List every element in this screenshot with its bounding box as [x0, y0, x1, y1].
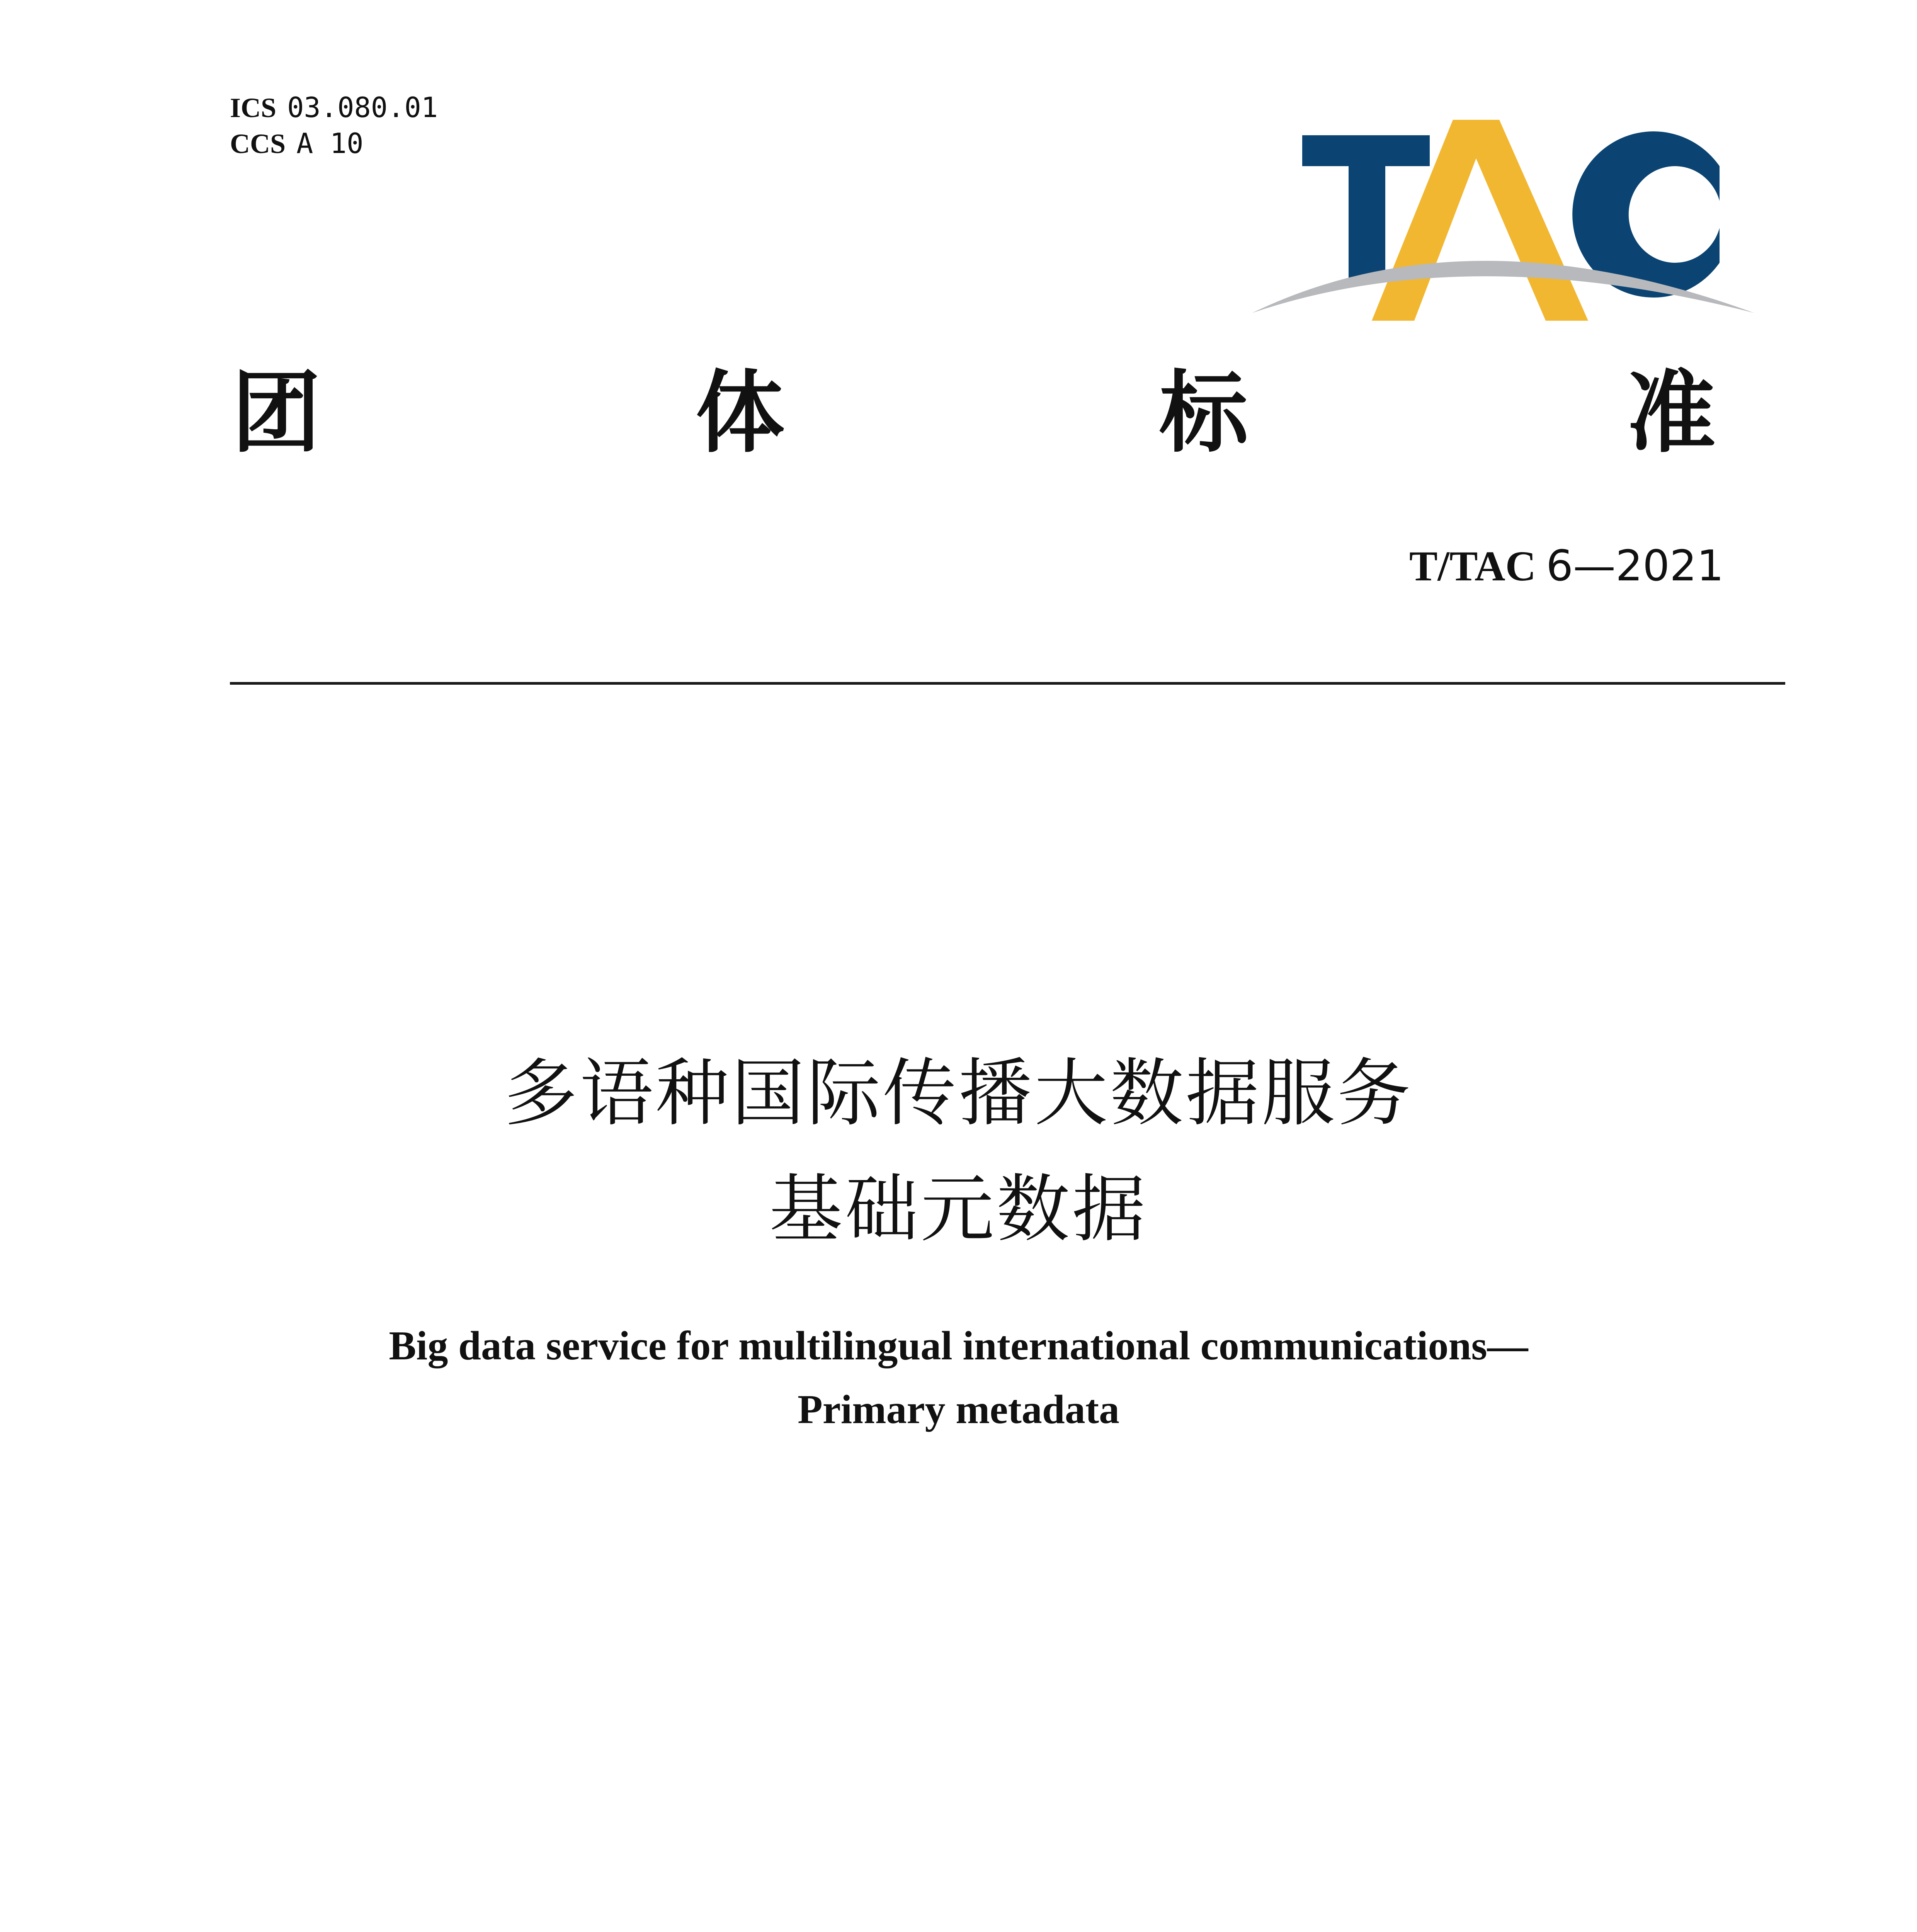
title-english-line-1: Big data service for multilingual international communications—	[389, 1323, 1528, 1368]
standard-code: T/TAC	[1409, 543, 1536, 590]
ics-value: 03.080.01	[287, 91, 438, 124]
title-english	[0, 1314, 1917, 1441]
category-char-2: 体	[696, 362, 785, 465]
ccs-code	[230, 126, 438, 162]
ics-code	[230, 90, 438, 126]
classification-codes	[230, 90, 438, 162]
category-heading	[232, 363, 1793, 464]
title-chinese	[0, 1036, 1917, 1267]
title-english-line-2: Primary metadata	[798, 1387, 1119, 1432]
category-char-1: 团	[232, 362, 321, 465]
title-chinese-line-1: 多语种国际传播大数据服务	[504, 1051, 1413, 1136]
logo-letter-t-stem	[1349, 135, 1385, 282]
tac-logo	[1252, 112, 1754, 328]
category-char-4: 准	[1627, 362, 1716, 465]
standard-number-year: 6—2021	[1546, 541, 1724, 590]
ccs-value: A 10	[296, 127, 364, 160]
category-char-3: 标	[1159, 362, 1249, 465]
standard-number	[1409, 541, 1724, 591]
title-chinese-line-2: 基础元数据	[769, 1167, 1148, 1252]
ics-label: ICS	[230, 92, 277, 123]
ccs-label: CCS	[230, 128, 286, 159]
top-divider	[230, 682, 1785, 685]
